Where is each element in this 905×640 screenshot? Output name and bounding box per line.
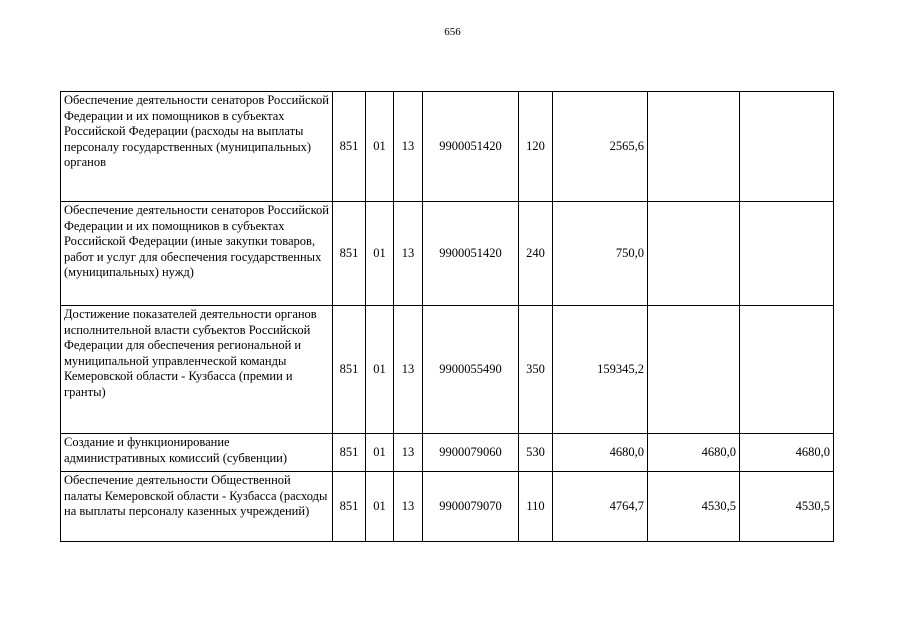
sum-year-1: 4764,7 xyxy=(553,472,648,542)
sum-year-3: 4530,5 xyxy=(740,472,834,542)
sum-year-2 xyxy=(648,202,740,306)
subsection-code: 13 xyxy=(394,472,423,542)
sum-year-3: 4680,0 xyxy=(740,434,834,472)
sum-year-1: 159345,2 xyxy=(553,306,648,434)
sum-year-2 xyxy=(648,92,740,202)
row-description: Создание и функционирование административных комиссий (субвенции) xyxy=(61,434,333,472)
table-row xyxy=(61,306,834,434)
ministry-code: 851 xyxy=(333,306,366,434)
budget-table xyxy=(60,91,834,542)
row-description: Обеспечение деятельности сенаторов Российской Федерации и их помощников в субъектах Российской Федерации (иные закупки товаров, работ и услуг для обеспечения государственных (муниципальных) нужд) xyxy=(61,202,333,306)
sum-year-3 xyxy=(740,306,834,434)
sum-year-3 xyxy=(740,92,834,202)
target-article-code: 9900079060 xyxy=(423,434,519,472)
target-article-code: 9900079070 xyxy=(423,472,519,542)
ministry-code: 851 xyxy=(333,92,366,202)
table-row xyxy=(61,472,834,542)
table-row xyxy=(61,434,834,472)
table-row xyxy=(61,202,834,306)
subsection-code: 13 xyxy=(394,92,423,202)
sum-year-3 xyxy=(740,202,834,306)
target-article-code: 9900051420 xyxy=(423,202,519,306)
expense-type-code: 110 xyxy=(519,472,553,542)
ministry-code: 851 xyxy=(333,202,366,306)
sum-year-2: 4530,5 xyxy=(648,472,740,542)
expense-type-code: 530 xyxy=(519,434,553,472)
sum-year-2: 4680,0 xyxy=(648,434,740,472)
row-description: Обеспечение деятельности сенаторов Российской Федерации и их помощников в субъектах Российской Федерации (расходы на выплаты персоналу государственных (муниципальных) органов xyxy=(61,92,333,202)
section-code: 01 xyxy=(366,306,394,434)
target-article-code: 9900055490 xyxy=(423,306,519,434)
subsection-code: 13 xyxy=(394,434,423,472)
target-article-code: 9900051420 xyxy=(423,92,519,202)
expense-type-code: 120 xyxy=(519,92,553,202)
row-description: Достижение показателей деятельности органов исполнительной власти субъектов Российской Федерации для обеспечения региональной и муниципальной управленческой команды Кемеровской области - Кузбасса (премии и гранты) xyxy=(61,306,333,434)
section-code: 01 xyxy=(366,202,394,306)
section-code: 01 xyxy=(366,434,394,472)
section-code: 01 xyxy=(366,472,394,542)
row-description: Обеспечение деятельности Общественной палаты Кемеровской области - Кузбасса (расходы на выплаты персоналу казенных учреждений) xyxy=(61,472,333,542)
expense-type-code: 350 xyxy=(519,306,553,434)
expense-type-code: 240 xyxy=(519,202,553,306)
sum-year-1: 4680,0 xyxy=(553,434,648,472)
subsection-code: 13 xyxy=(394,202,423,306)
ministry-code: 851 xyxy=(333,434,366,472)
sum-year-2 xyxy=(648,306,740,434)
page-number: 656 xyxy=(444,26,461,38)
sum-year-1: 750,0 xyxy=(553,202,648,306)
sum-year-1: 2565,6 xyxy=(553,92,648,202)
subsection-code: 13 xyxy=(394,306,423,434)
table-row xyxy=(61,92,834,202)
section-code: 01 xyxy=(366,92,394,202)
ministry-code: 851 xyxy=(333,472,366,542)
